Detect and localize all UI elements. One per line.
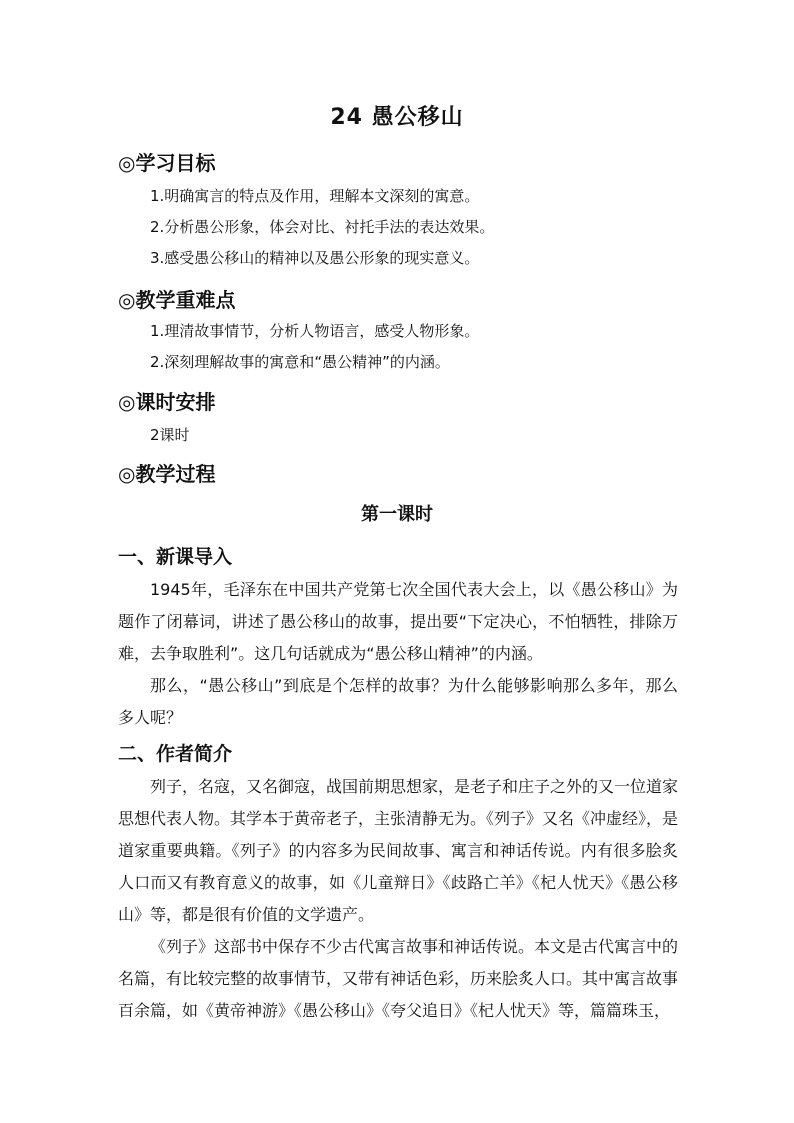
author-paragraph-1: 列子，名寇，又名御寇，战国前期思想家，是老子和庄子之外的又一位道家思想代表人物。其学本于黄帝老子，主张清静无为。《列子》又名《冲虚经》，是道家重要典籍。《列子》的内容多为民间故事、寓言和神话传说。内有很多脍炙人口而又有教育意义的故事，如《儿童辩日》《歧路亡羊》《杞人忧天》《愚公移山》等，都是很有价值的文学遗产。 — [118, 777, 679, 924]
schedule-heading: ◎课时安排 — [118, 390, 216, 414]
objective-item-3: 3.感受愚公移山的精神以及愚公形象的现实意义。 — [150, 249, 480, 267]
author-heading: 二、作者简介 — [118, 743, 233, 765]
objective-item-2: 2.分析愚公形象，体会对比、衬托手法的表达效果。 — [150, 218, 495, 236]
lesson-title: 第一课时 — [361, 504, 433, 525]
page-title: 24 愚公移山 — [330, 105, 464, 130]
intro-heading: 一、新课导入 — [118, 546, 233, 568]
objective-item-1: 1.明确寓言的特点及作用，理解本文深刻的寓意。 — [150, 187, 480, 205]
key-point-item-2: 2.深刻理解故事的寓意和“愚公精神”的内涵。 — [150, 353, 450, 371]
schedule-value: 2课时 — [150, 426, 190, 444]
author-paragraph-2: 《列子》这部书中保存不少古代寓言故事和神话传说。本文是古代寓言中的名篇，有比较完整的故事情节，又带有神话色彩，历来脍炙人口。其中寓言故事百余篇，如《黄帝神游》《愚公移山》《夸父追日》《杞人忧天》等，篇篇珠玉， — [118, 937, 679, 1020]
intro-paragraph-1: 1945年，毛泽东在中国共产党第七次全国代表大会上，以《愚公移山》为题作了闭幕词，讲述了愚公移山的故事，提出要“下定决心，不怕牺牲，排除万难，去争取胜利”。这几句话就成为“愚公移山精神”的内涵。 — [118, 580, 678, 663]
process-heading: ◎教学过程 — [118, 462, 216, 486]
key-points-heading: ◎教学重难点 — [118, 288, 236, 312]
intro-paragraph-2: 那么，“愚公移山”到底是个怎样的故事？为什么能够影响那么多年，那么多人呢？ — [118, 676, 678, 727]
key-point-item-1: 1.理清故事情节，分析人物语言，感受人物形象。 — [150, 322, 480, 340]
objectives-heading: ◎学习目标 — [118, 151, 216, 175]
